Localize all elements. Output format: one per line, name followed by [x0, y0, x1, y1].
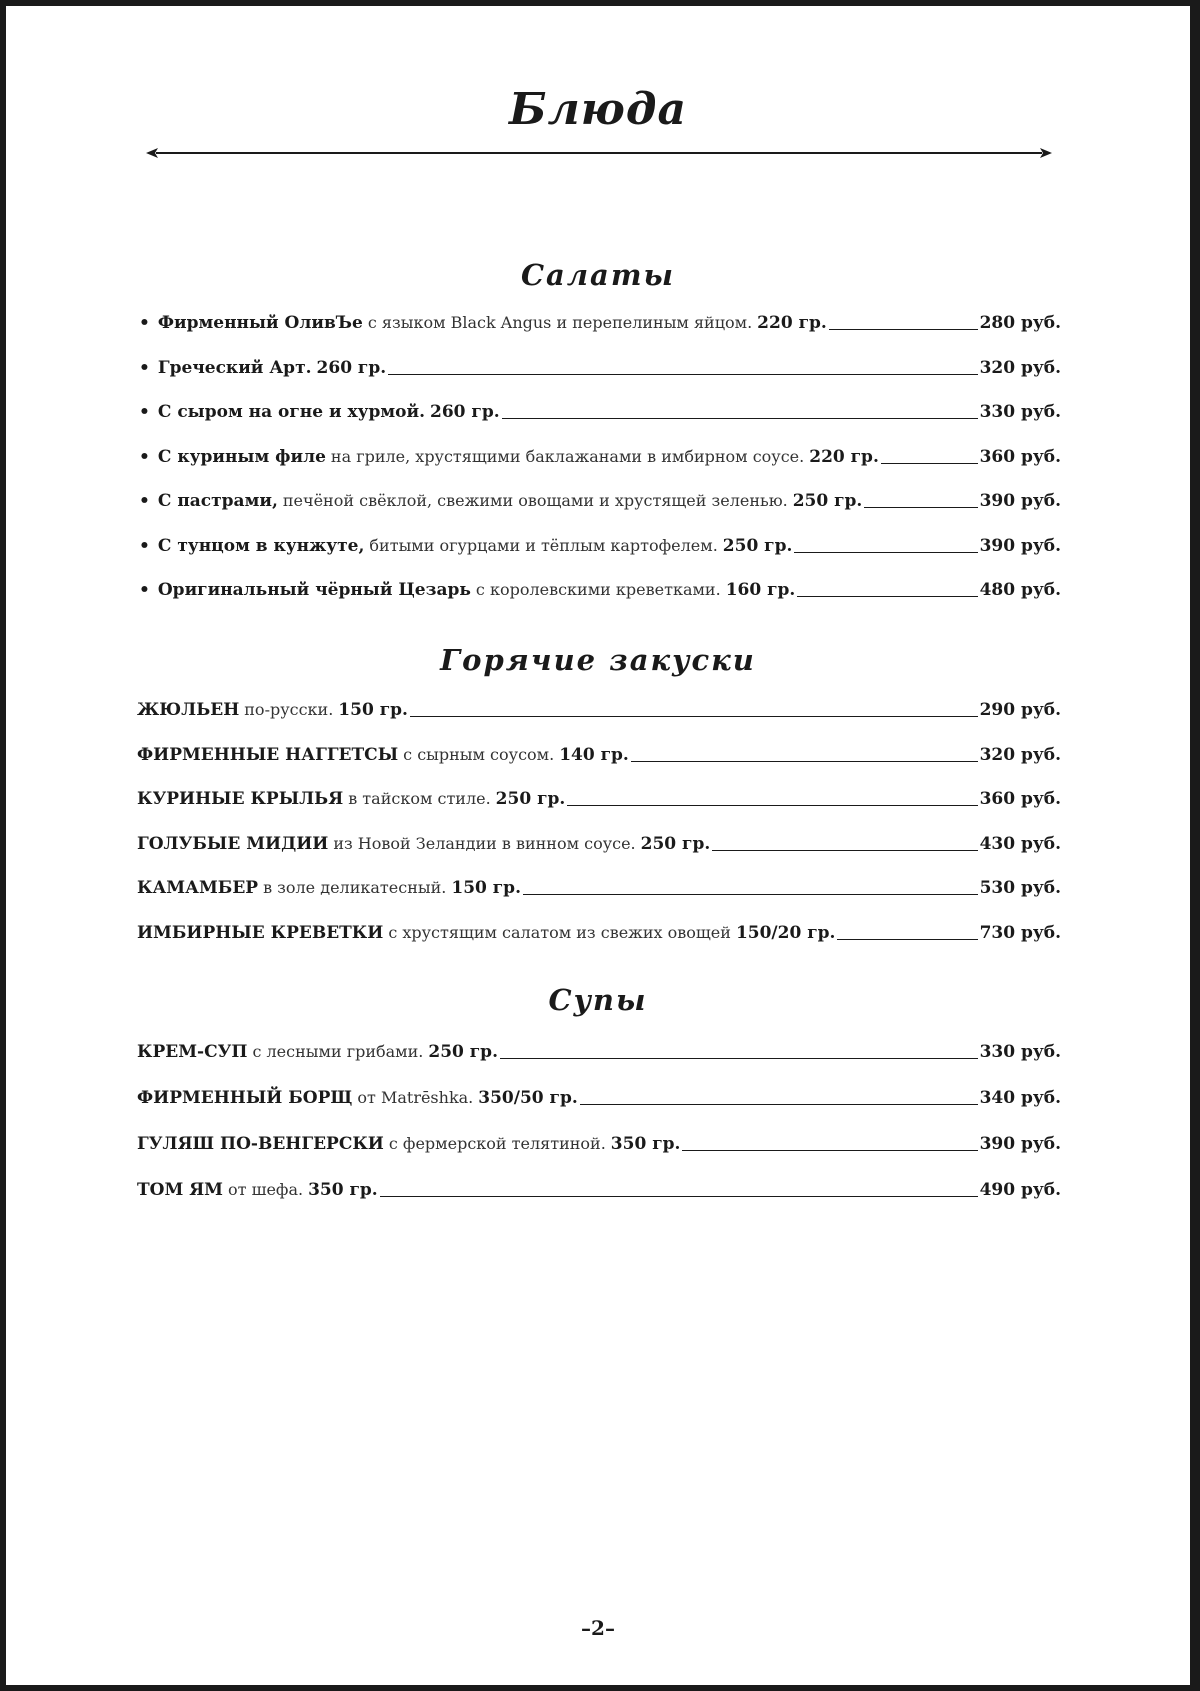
item-name: КРЕМ-СУП [137, 1042, 248, 1062]
item-weight: 160 гр. [725, 580, 796, 600]
item-price: 530 руб. [979, 878, 1061, 898]
price-leader-line [631, 760, 978, 762]
item-weight: 140 гр. [559, 744, 629, 765]
item-price: 390 руб. [979, 1134, 1061, 1154]
item-description: из Новой Зеландии в винном соусе. [333, 833, 636, 853]
item-name: Фирменный ОливЪе [157, 313, 363, 333]
price-leader-line [523, 893, 978, 895]
item-name: ГОЛУБЫЕ МИДИИ [137, 833, 329, 854]
item-weight: 350 гр. [610, 1134, 681, 1154]
title-divider-arrows [146, 146, 1052, 160]
salads-list [137, 313, 1061, 625]
item-name: ТОМ ЯМ [137, 1180, 224, 1200]
price-leader-line [797, 595, 977, 597]
item-weight: 260 гр. [430, 402, 500, 422]
item-description: с языком Black Angus и перепелиным яйцом. [367, 313, 753, 332]
menu-item [137, 402, 1061, 447]
item-price: 390 руб. [979, 491, 1061, 511]
menu-item [137, 700, 1061, 745]
item-name: С куриным филе [157, 446, 326, 467]
item-bullet: • [139, 402, 150, 422]
price-leader-line [502, 417, 978, 419]
item-description: по-русски. [244, 700, 334, 719]
item-price: 390 руб. [979, 535, 1061, 556]
menu-item [137, 1088, 1061, 1134]
item-weight: 250 гр. [640, 833, 711, 854]
item-description: в тайском стиле. [348, 789, 491, 808]
item-bullet: • [139, 535, 150, 556]
price-leader-line [388, 373, 977, 375]
item-bullet: • [139, 357, 150, 378]
section-title-soups: Супы [548, 983, 648, 1017]
menu-item [137, 789, 1061, 834]
item-description: с фермерской телятиной. [388, 1134, 606, 1153]
section-title-salads: Салаты [520, 258, 676, 292]
item-name: ЖЮЛЬЕН [137, 700, 240, 720]
item-name: ФИРМЕННЫЕ НАГГЕТСЫ [137, 744, 399, 765]
price-leader-line [837, 938, 977, 940]
item-description: с лесными грибами. [252, 1042, 424, 1061]
item-weight: 350/50 гр. [478, 1088, 578, 1108]
item-name: КАМАМБЕР [137, 878, 259, 898]
item-weight: 220 гр. [809, 446, 879, 467]
item-weight: 250 гр. [722, 535, 793, 556]
item-price: 340 руб. [979, 1088, 1061, 1108]
item-description: с королевскими креветками. [475, 580, 721, 599]
price-leader-line [500, 1057, 978, 1059]
item-description: от шефа. [228, 1180, 304, 1199]
item-description: печёной свёклой, свежими овощами и хрустящей зеленью. [282, 491, 788, 510]
menu-item [137, 536, 1061, 581]
item-weight: 150 гр. [451, 878, 521, 898]
item-price: 330 руб. [979, 1042, 1061, 1062]
page-title: Блюда [509, 84, 687, 135]
menu-item [137, 447, 1061, 492]
item-name: ГУЛЯШ ПО-ВЕНГЕРСКИ [137, 1134, 384, 1154]
price-leader-line [864, 506, 977, 508]
price-leader-line [567, 804, 977, 806]
price-leader-line [881, 462, 978, 464]
price-leader-line [829, 328, 978, 330]
menu-item [137, 358, 1061, 403]
menu-item [137, 745, 1061, 790]
item-name: Греческий Арт. [157, 357, 312, 378]
item-price: 730 руб. [979, 922, 1061, 943]
item-weight: 250 гр. [792, 491, 863, 511]
item-name: ИМБИРНЫЕ КРЕВЕТКИ [137, 922, 384, 943]
item-description: с хрустящим салатом из свежих овощей [388, 922, 731, 942]
item-name: С сыром на огне и хурмой. [157, 402, 426, 422]
menu-page [6, 6, 1190, 1685]
item-price: 490 руб. [979, 1180, 1061, 1200]
menu-item [137, 923, 1061, 968]
item-weight: 350 гр. [308, 1180, 378, 1200]
item-price: 280 руб. [979, 313, 1061, 333]
item-description: с сырным соусом. [403, 744, 555, 764]
menu-item [137, 834, 1061, 879]
item-price: 430 руб. [979, 833, 1061, 854]
item-description: на гриле, хрустящими баклажанами в имбирном соусе. [330, 446, 805, 466]
item-price: 320 руб. [979, 744, 1061, 765]
item-weight: 250 гр. [428, 1042, 498, 1062]
menu-item [137, 313, 1061, 358]
item-price: 320 руб. [979, 357, 1061, 378]
item-bullet: • [139, 580, 150, 600]
price-leader-line [580, 1103, 978, 1105]
item-name: С тунцом в кунжуте, [157, 535, 365, 556]
menu-item [137, 580, 1061, 625]
hot-snacks-list [137, 700, 1061, 967]
menu-item [137, 491, 1061, 536]
item-name: ФИРМЕННЫЙ БОРЩ [137, 1088, 353, 1108]
item-price: 480 руб. [979, 580, 1061, 600]
item-weight: 150 гр. [338, 700, 408, 720]
item-price: 360 руб. [979, 446, 1061, 467]
item-price: 360 руб. [979, 789, 1061, 809]
item-description: в золе деликатесный. [263, 878, 447, 897]
price-leader-line [380, 1195, 978, 1197]
item-weight: 150/20 гр. [735, 922, 836, 943]
item-price: 290 руб. [979, 700, 1061, 720]
menu-item [137, 878, 1061, 923]
item-weight: 220 гр. [757, 313, 827, 333]
menu-item [137, 1134, 1061, 1180]
item-weight: 250 гр. [495, 789, 566, 809]
item-bullet: • [139, 446, 150, 467]
item-name: С пастрами, [157, 491, 278, 511]
item-price: 330 руб. [979, 402, 1061, 422]
item-name: Оригинальный чёрный Цезарь [157, 580, 471, 600]
item-weight: 260 гр. [316, 357, 387, 378]
item-bullet: • [139, 313, 150, 333]
soups-list [137, 1042, 1061, 1226]
menu-item [137, 1180, 1061, 1226]
price-leader-line [794, 551, 977, 553]
item-description: от Matrēshka. [357, 1088, 474, 1107]
menu-item [137, 1042, 1061, 1088]
item-description: битыми огурцами и тёплым картофелем. [369, 535, 718, 555]
item-bullet: • [139, 491, 150, 511]
page-number: –2– [581, 1616, 615, 1640]
price-leader-line [682, 1149, 977, 1151]
price-leader-line [712, 849, 977, 851]
item-name: КУРИНЫЕ КРЫЛЬЯ [137, 789, 344, 809]
section-title-hot-snacks: Горячие закуски [440, 643, 756, 677]
price-leader-line [410, 715, 978, 717]
